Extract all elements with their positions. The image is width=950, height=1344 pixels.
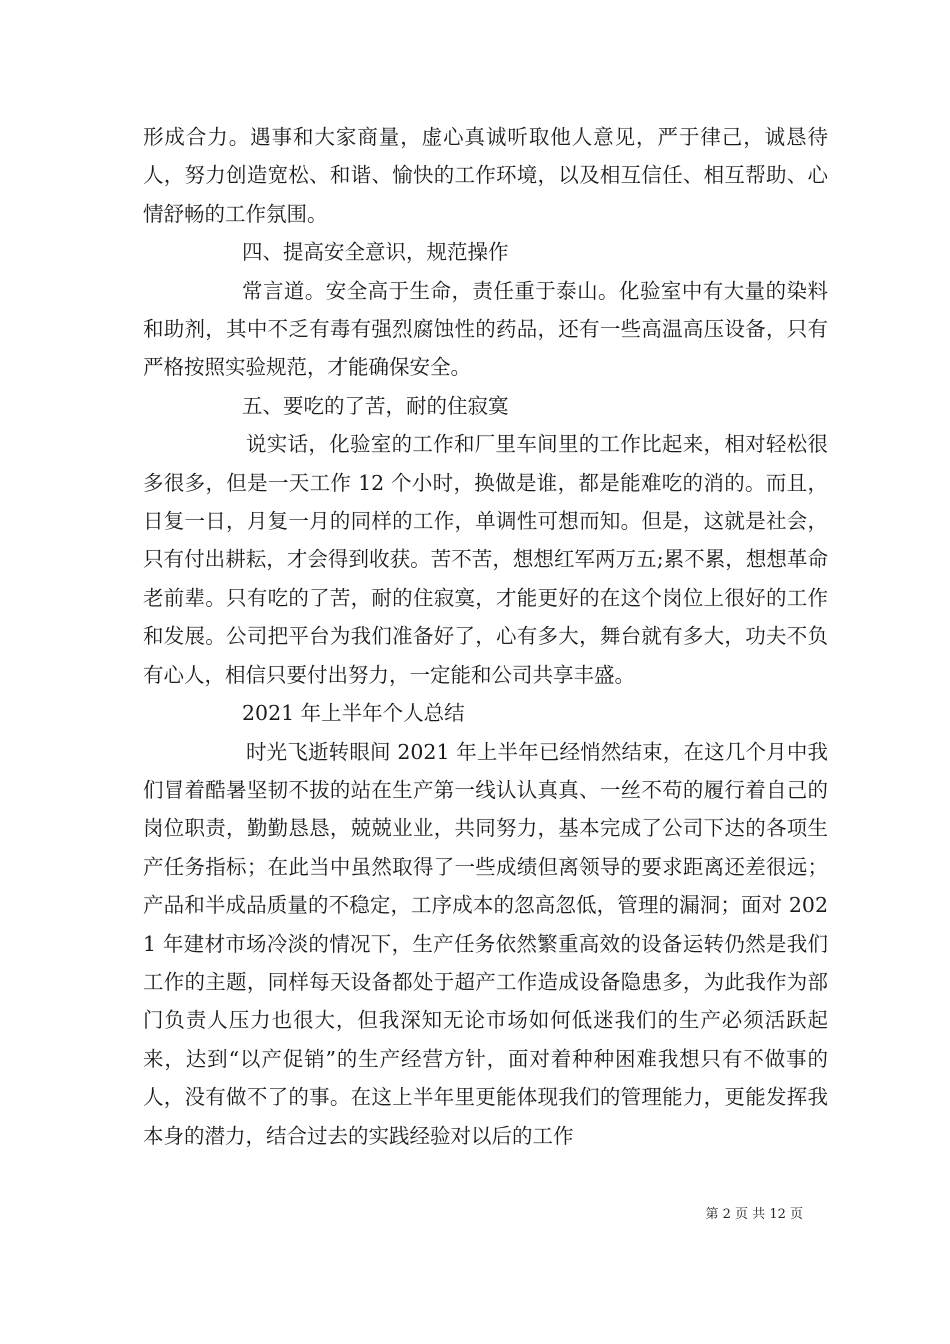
paragraph-hardship: 说实话，化验室的工作和厂里车间里的工作比起来，相对轻松很多很多，但是一天工作 12 个小时，换做是谁，都是能难吃的消的。而且，日复一日，月复一月的同样的工作，单调性可想而知。但是，这就是社会，只有付出耕耘，才会得到收获。苦不苦，想想红军两万五;累不累，想想革命老前辈。只有吃的了苦，耐的住寂寞，才能更好的在这个岗位上很好的工作和发展。公司把平台为我们准备好了，心有多大，舞台就有多大，功夫不负有心人，相信只要付出努力，一定能和公司共享丰盛。: [143, 432, 828, 687]
section-heading-4: 四、提高安全意识，规范操作: [242, 240, 509, 265]
section-heading-5: 五、要吃的了苦，耐的住寂寞: [242, 393, 509, 418]
page-number: 第 2 页 共 12 页: [705, 1207, 803, 1222]
paragraph-summary: 时光飞逝转眼间 2021 年上半年已经悄然结束，在这几个月中我们冒着酷暑坚韧不拔的站在生产第一线认认真真、一丝不苟的履行着自己的岗位职责，勤勤恳恳，兢兢业业，共同努力，基本完成了公司下达的各项生产任务指标；在此当中虽然取得了一些成绩但离领导的要求距离还差很远；产品和半成品质量的不稳定，工序成本的忽高忽低，管理的漏洞；面对 2021 年建材市场冷淡的情况下，生产任务依然繁重高效的设备运转仍然是我们工作的主题，同样每天设备都处于超产工作造成设备隐患多，为此我作为部门负责人压力也很大，但我深知无论市场如何低迷我们的生产必须活跃起来，达到“以产促销”的生产经营方针，面对着种种困难我想只有不做事的人，没有做不了的事。在这上半年里更能体现我们的管理能力，更能发挥我本身的潜力，结合过去的实践经验对以后的工作: [143, 739, 828, 1148]
document-body: [143, 118, 828, 1155]
paragraph-safety: 常言道。安全高于生命，责任重于泰山。化验室中有大量的染料和助剂，其中不乏有毒有强烈腐蚀性的药品，还有一些高温高压设备，只有严格按照实验规范，才能确保安全。: [143, 278, 828, 380]
document-subtitle: 2021 年上半年个人总结: [242, 701, 465, 726]
paragraph-continuation: 形成合力。遇事和大家商量，虚心真诚听取他人意见，严于律己，诚恳待人，努力创造宽松、和谐、愉快的工作环境，以及相互信任、相互帮助、心情舒畅的工作氛围。: [143, 125, 828, 226]
